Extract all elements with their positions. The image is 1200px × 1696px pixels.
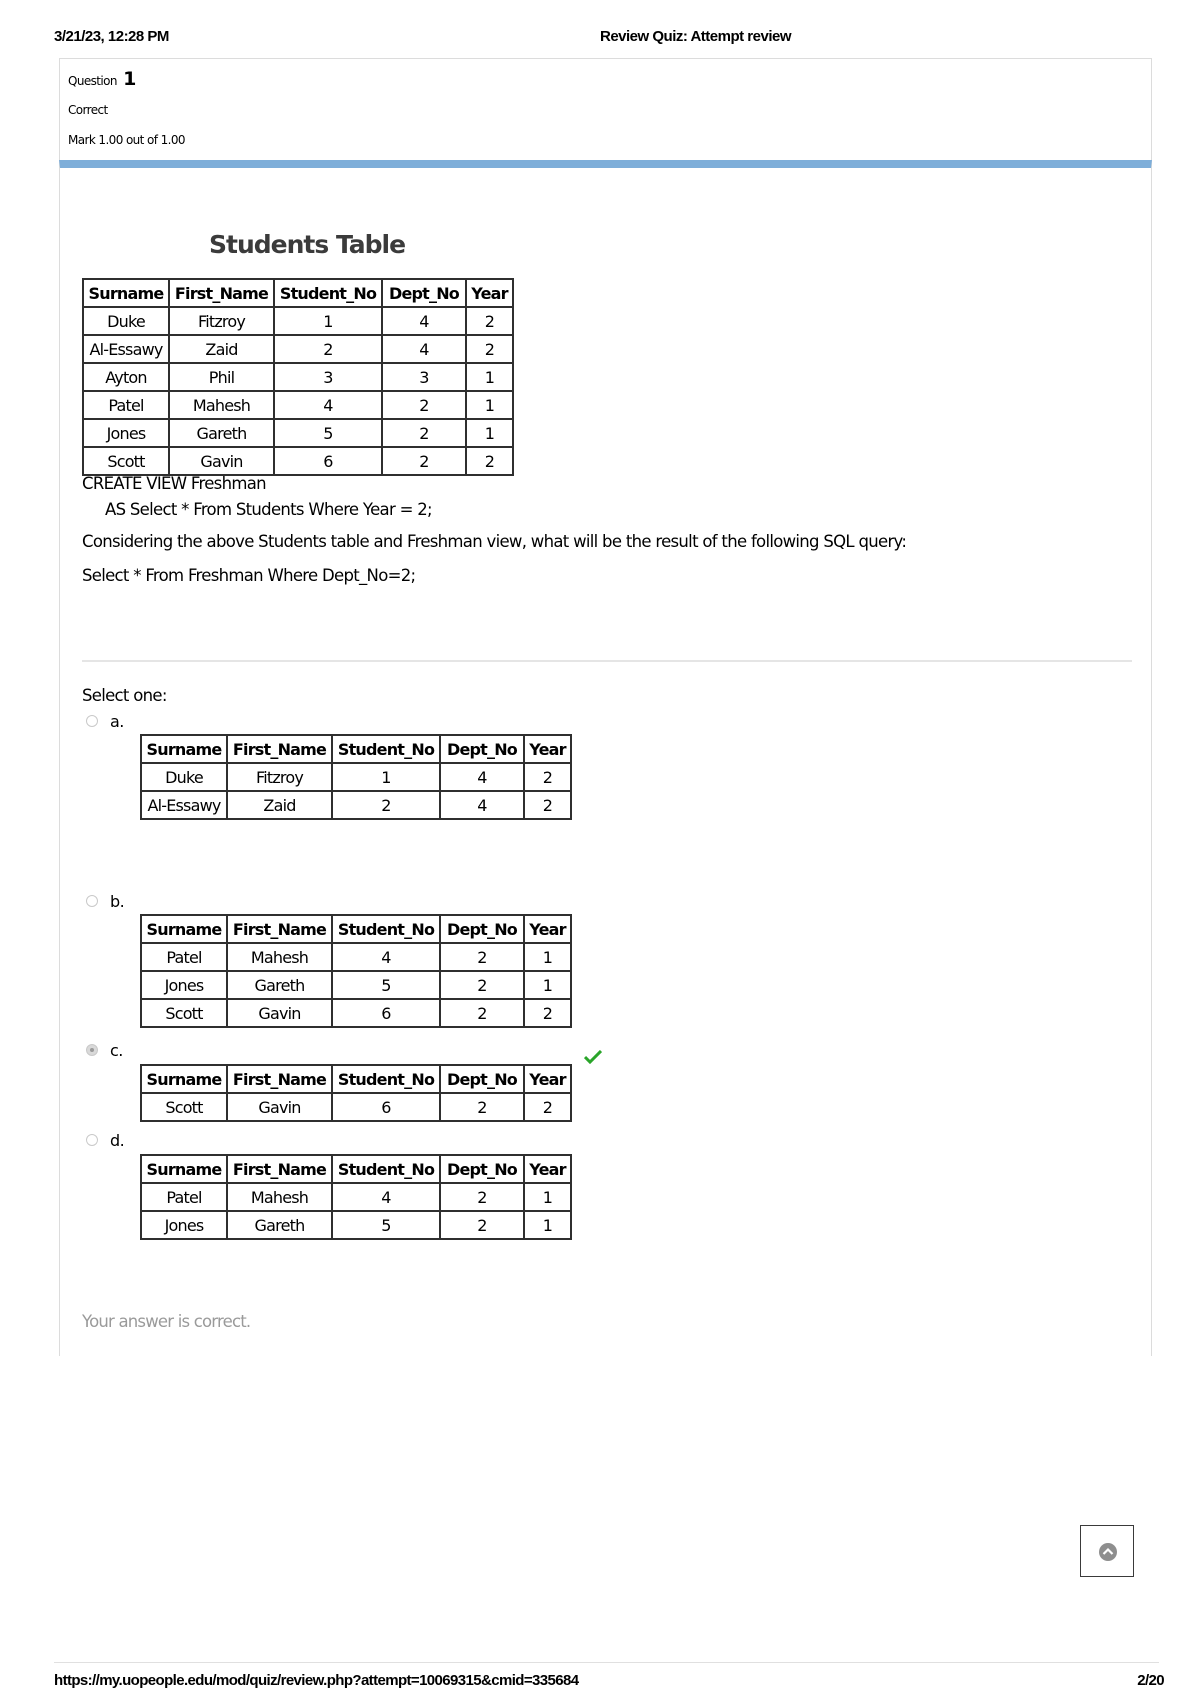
table-cell: Gavin bbox=[227, 999, 332, 1027]
column-header: Dept_No bbox=[440, 1065, 524, 1093]
table-cell: Al-Essawy bbox=[83, 335, 169, 363]
table-cell: Jones bbox=[141, 1211, 227, 1239]
students-table bbox=[82, 278, 514, 476]
table-cell: Patel bbox=[83, 391, 169, 419]
table-cell: 3 bbox=[382, 363, 466, 391]
table-cell: Patel bbox=[141, 943, 227, 971]
arrow-up-circle-icon bbox=[1098, 1542, 1118, 1562]
table-cell: Phil bbox=[169, 363, 274, 391]
column-header: Year bbox=[524, 1065, 571, 1093]
table-cell: 3 bbox=[274, 363, 382, 391]
divider bbox=[82, 660, 1132, 662]
print-footer bbox=[54, 1672, 1164, 1694]
question-state: Correct bbox=[68, 103, 108, 117]
column-header: First_Name bbox=[169, 279, 274, 307]
column-header: Student_No bbox=[332, 1155, 440, 1183]
print-page-title: Review Quiz: Attempt review bbox=[600, 28, 791, 45]
option-d-label[interactable]: d. bbox=[110, 1131, 125, 1150]
table-cell: 4 bbox=[274, 391, 382, 419]
table-cell: 4 bbox=[382, 335, 466, 363]
column-header: Year bbox=[524, 915, 571, 943]
table-cell: 2 bbox=[440, 943, 524, 971]
table-row bbox=[141, 1093, 571, 1121]
table-cell: 2 bbox=[440, 1211, 524, 1239]
table-cell: 1 bbox=[466, 363, 513, 391]
option-b-table bbox=[140, 914, 572, 1028]
option-d-radio[interactable] bbox=[86, 1134, 98, 1146]
question-number bbox=[68, 68, 136, 90]
table-cell: 1 bbox=[274, 307, 382, 335]
question-number-value: 1 bbox=[123, 68, 136, 90]
table-cell: Jones bbox=[83, 419, 169, 447]
column-header: First_Name bbox=[227, 735, 332, 763]
table-cell: Gareth bbox=[169, 419, 274, 447]
table-cell: Zaid bbox=[227, 791, 332, 819]
table-cell: Jones bbox=[141, 971, 227, 999]
table-cell: 2 bbox=[524, 999, 571, 1027]
column-header: First_Name bbox=[227, 1065, 332, 1093]
table-cell: 1 bbox=[524, 971, 571, 999]
table-row bbox=[141, 999, 571, 1027]
column-header: Surname bbox=[83, 279, 169, 307]
table-cell: Gareth bbox=[227, 1211, 332, 1239]
table-cell: 5 bbox=[332, 971, 440, 999]
table-cell: Zaid bbox=[169, 335, 274, 363]
option-b-label[interactable]: b. bbox=[110, 892, 125, 911]
table-cell: 2 bbox=[440, 999, 524, 1027]
table-cell: 2 bbox=[524, 1093, 571, 1121]
column-header: Dept_No bbox=[440, 1155, 524, 1183]
table-cell: 2 bbox=[466, 307, 513, 335]
table-cell: Scott bbox=[83, 447, 169, 475]
table-cell: Duke bbox=[141, 763, 227, 791]
table-row bbox=[83, 419, 513, 447]
table-cell: 4 bbox=[332, 943, 440, 971]
table-row bbox=[141, 971, 571, 999]
column-header: Dept_No bbox=[440, 735, 524, 763]
column-header: Year bbox=[524, 1155, 571, 1183]
sql-query: Select * From Freshman Where Dept_No=2; bbox=[82, 566, 416, 585]
column-header: Student_No bbox=[332, 735, 440, 763]
column-header: Year bbox=[524, 735, 571, 763]
check-icon bbox=[584, 1050, 602, 1064]
table-cell: 5 bbox=[332, 1211, 440, 1239]
option-c-table bbox=[140, 1064, 572, 1122]
table-cell: Patel bbox=[141, 1183, 227, 1211]
students-table-title: Students Table bbox=[209, 230, 406, 259]
table-cell: 2 bbox=[440, 1183, 524, 1211]
table-cell: 2 bbox=[440, 1093, 524, 1121]
table-cell: Duke bbox=[83, 307, 169, 335]
table-cell: 6 bbox=[332, 1093, 440, 1121]
page-url: https://my.uopeople.edu/mod/quiz/review.php?attempt=10069315&cmid=335684 bbox=[54, 1672, 579, 1689]
footer-divider bbox=[54, 1662, 1159, 1663]
select-one-label: Select one: bbox=[82, 686, 167, 705]
option-a-table bbox=[140, 734, 572, 820]
column-header: Surname bbox=[141, 1065, 227, 1093]
table-cell: 2 bbox=[466, 335, 513, 363]
table-cell: Gareth bbox=[227, 971, 332, 999]
table-cell: 1 bbox=[524, 1211, 571, 1239]
table-cell: 4 bbox=[440, 763, 524, 791]
table-cell: Fitzroy bbox=[169, 307, 274, 335]
column-header: Surname bbox=[141, 735, 227, 763]
question-prompt: Considering the above Students table and Freshman view, what will be the result of the following SQL query: bbox=[82, 532, 907, 551]
column-header: Surname bbox=[141, 915, 227, 943]
table-cell: Scott bbox=[141, 999, 227, 1027]
question-content bbox=[59, 160, 1152, 1302]
page-counter: 2/20 bbox=[1137, 1672, 1164, 1689]
table-header-row bbox=[141, 1065, 571, 1093]
table-cell: 2 bbox=[382, 447, 466, 475]
table-header-row bbox=[141, 1155, 571, 1183]
column-header: Student_No bbox=[332, 1065, 440, 1093]
table-row bbox=[141, 763, 571, 791]
option-c-radio[interactable] bbox=[86, 1044, 98, 1056]
column-header: Student_No bbox=[332, 915, 440, 943]
table-row bbox=[83, 391, 513, 419]
sql-as-select: AS Select * From Students Where Year = 2; bbox=[105, 500, 432, 519]
table-cell: 4 bbox=[332, 1183, 440, 1211]
question-info bbox=[59, 58, 1152, 160]
table-header-row bbox=[141, 735, 571, 763]
option-a-radio[interactable] bbox=[86, 715, 98, 727]
column-header: Dept_No bbox=[382, 279, 466, 307]
table-cell: 2 bbox=[332, 791, 440, 819]
table-cell: 2 bbox=[274, 335, 382, 363]
table-cell: 2 bbox=[382, 391, 466, 419]
table-cell: 2 bbox=[524, 791, 571, 819]
feedback-box bbox=[59, 1302, 1152, 1356]
feedback-text: Your answer is correct. bbox=[82, 1312, 251, 1331]
column-header: First_Name bbox=[227, 1155, 332, 1183]
table-row bbox=[83, 307, 513, 335]
table-header-row bbox=[83, 279, 513, 307]
table-cell: 5 bbox=[274, 419, 382, 447]
sql-create-view: CREATE VIEW Freshman bbox=[82, 474, 266, 493]
table-cell: 1 bbox=[466, 419, 513, 447]
option-c-label[interactable]: c. bbox=[110, 1041, 123, 1060]
table-row bbox=[141, 1183, 571, 1211]
option-a-label[interactable]: a. bbox=[110, 712, 124, 731]
table-cell: 1 bbox=[524, 1183, 571, 1211]
table-row bbox=[83, 363, 513, 391]
table-cell: Gavin bbox=[169, 447, 274, 475]
question-label: Question bbox=[68, 74, 117, 88]
question-grade: Mark 1.00 out of 1.00 bbox=[68, 133, 185, 147]
table-cell: 1 bbox=[524, 943, 571, 971]
column-header: Dept_No bbox=[440, 915, 524, 943]
back-to-top-button[interactable] bbox=[1080, 1525, 1134, 1577]
table-cell: Fitzroy bbox=[227, 763, 332, 791]
print-header bbox=[54, 28, 1154, 52]
column-header: Student_No bbox=[274, 279, 382, 307]
column-header: Surname bbox=[141, 1155, 227, 1183]
table-row bbox=[83, 335, 513, 363]
table-cell: 4 bbox=[440, 791, 524, 819]
table-row bbox=[141, 1211, 571, 1239]
table-cell: 1 bbox=[466, 391, 513, 419]
table-cell: 2 bbox=[440, 971, 524, 999]
option-b-radio[interactable] bbox=[86, 895, 98, 907]
print-datetime: 3/21/23, 12:28 PM bbox=[54, 28, 169, 45]
table-cell: 2 bbox=[466, 447, 513, 475]
table-cell: 6 bbox=[274, 447, 382, 475]
table-cell: 6 bbox=[332, 999, 440, 1027]
table-cell: 1 bbox=[332, 763, 440, 791]
option-d-table bbox=[140, 1154, 572, 1240]
table-cell: Gavin bbox=[227, 1093, 332, 1121]
table-cell: Mahesh bbox=[169, 391, 274, 419]
table-cell: Mahesh bbox=[227, 943, 332, 971]
table-cell: 2 bbox=[524, 763, 571, 791]
table-row bbox=[141, 791, 571, 819]
table-header-row bbox=[141, 915, 571, 943]
table-row bbox=[141, 943, 571, 971]
table-row bbox=[83, 447, 513, 475]
column-header: First_Name bbox=[227, 915, 332, 943]
table-cell: Mahesh bbox=[227, 1183, 332, 1211]
table-cell: 2 bbox=[382, 419, 466, 447]
table-cell: Al-Essawy bbox=[141, 791, 227, 819]
column-header: Year bbox=[466, 279, 513, 307]
table-cell: 4 bbox=[382, 307, 466, 335]
table-cell: Ayton bbox=[83, 363, 169, 391]
table-cell: Scott bbox=[141, 1093, 227, 1121]
